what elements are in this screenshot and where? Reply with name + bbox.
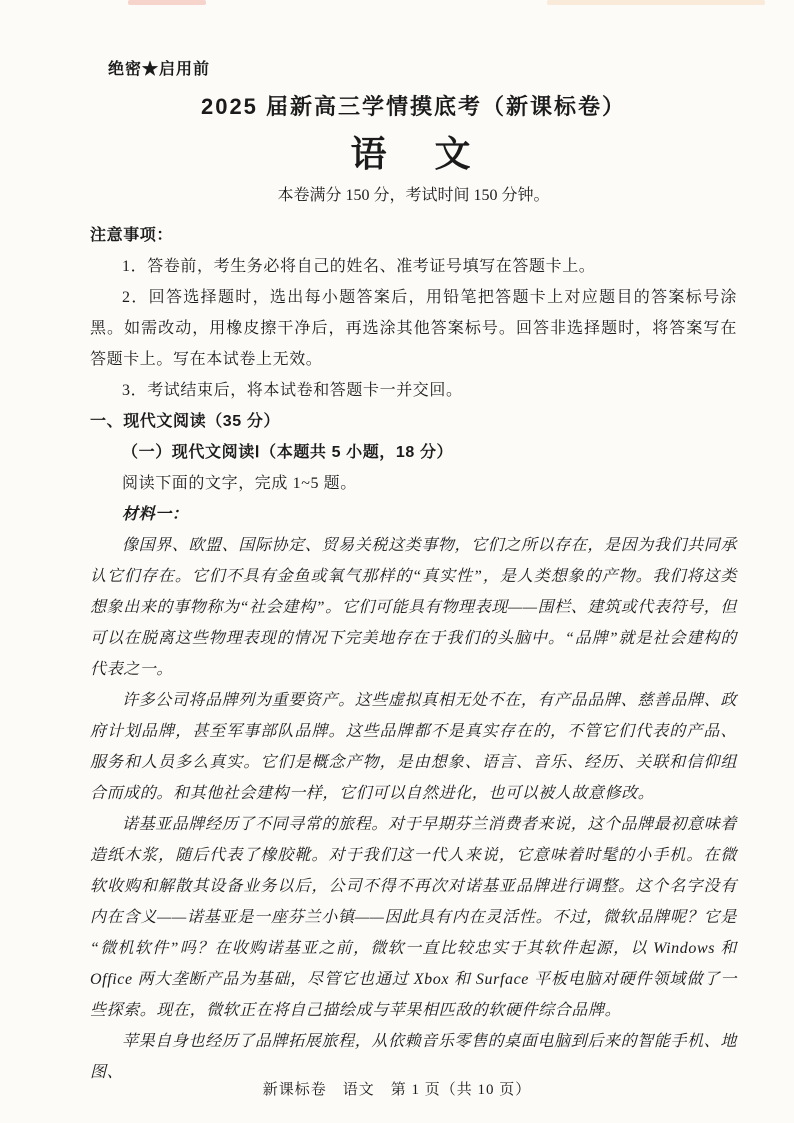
classification-label: 绝密★启用前 <box>108 61 211 78</box>
section-one-part-heading: （一）现代文阅读Ⅰ（本题共 5 小题，18 分） <box>122 444 454 461</box>
scan-artifact-left <box>128 0 206 5</box>
notice-item-3: 3．考试结束后，将本试卷和答题卡一并交回。 <box>122 382 463 399</box>
material-one-label: 材料一： <box>122 506 189 523</box>
notice-heading: 注意事项： <box>90 227 174 244</box>
notice-item-1: 1．答卷前，考生务必将自己的姓名、准考证号填写在答题卡上。 <box>122 258 596 275</box>
exam-meta: 本卷满分 150 分，考试时间 150 分钟。 <box>277 187 550 204</box>
subject-title: 语 文 <box>350 133 477 174</box>
passage-paragraph-1: 像国界、欧盟、国际协定、贸易关税这类事物，它们之所以存在，是因为我们共同承认它们存在。它们不具有金鱼或氧气那样的“真实性”，是人类想象的产物。我们将这类想象出来的事物称为“社会建构”。它们可能具有物理表现——围栏、建筑或代表符号，但可以在脱离这些物理表现的情况下完美地存在于我们的头脑中。“品牌”就是社会建构的代表之一。 <box>90 537 737 678</box>
notice-item-2: 2．回答选择题时，选出每小题答案后，用铅笔把答题卡上对应题目的答案标号涂黑。如需改动，用橡皮擦干净后，再选涂其他答案标号。回答非选择题时，将答案写在答题卡上。写在本试卷上无效。 <box>90 289 737 368</box>
exam-title: 2025 届新高三学情摸底考（新课标卷） <box>200 94 627 119</box>
page-footer: 新课标卷 语文 第 1 页（共 10 页） <box>262 1082 532 1098</box>
passage-paragraph-2: 许多公司将品牌列为重要资产。这些虚拟真相无处不在，有产品品牌、慈善品牌、政府计划品牌，甚至军事部队品牌。这些品牌都不是真实存在的，不管它们代表的产品、服务和人员多么真实。它们是概念产物，是由想象、语言、音乐、经历、关联和信仰组合而成的。和其他社会建构一样，它们可以自然进化，也可以被人故意修改。 <box>90 692 737 802</box>
exam-body <box>90 220 737 1088</box>
reading-instruction: 阅读下面的文字，完成 1~5 题。 <box>122 475 357 492</box>
scan-artifact-right <box>547 0 765 5</box>
passage-paragraph-3: 诺基亚品牌经历了不同寻常的旅程。对于早期芬兰消费者来说，这个品牌最初意味着造纸木浆，随后代表了橡胶靴。对于我们这一代人来说，它意味着时髦的小手机。在微软收购和解散其设备业务以后，公司不得不再次对诺基亚品牌进行调整。这个名字没有内在含义——诺基亚是一座芬兰小镇——因此具有内在灵活性。不过，微软品牌呢？它是“微机软件”吗？在收购诺基亚之前，微软一直比较忠实于其软件起源，以 Windows 和 Office 两大垄断产品为基础，尽管它也通过 Xbox 和 Surface 平板电脑对硬件领域做了一些探索。现在，微软正在将自己描绘成与苹果相匹敌的软硬件综合品牌。 <box>90 816 737 1019</box>
section-one-heading: 一、现代文阅读（35 分） <box>90 413 281 430</box>
passage-paragraph-4: 苹果自身也经历了品牌拓展旅程，从依赖音乐零售的桌面电脑到后来的智能手机、地图、 <box>90 1033 737 1081</box>
